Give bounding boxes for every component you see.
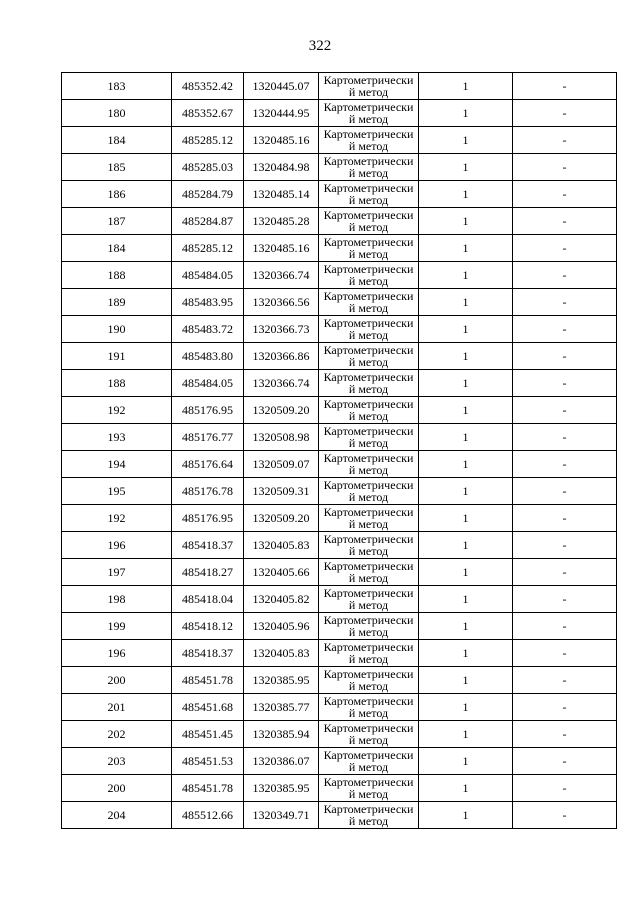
count-cell: 1 (419, 451, 513, 478)
count-cell: 1 (419, 73, 513, 100)
count-cell: 1 (419, 235, 513, 262)
count-cell: 1 (419, 694, 513, 721)
method-cell: Картометрически й метод (319, 73, 419, 100)
note-cell: - (513, 586, 617, 613)
table-row (62, 73, 617, 100)
point-number-cell: 188 (62, 262, 172, 289)
point-number-cell: 199 (62, 613, 172, 640)
point-number-cell: 189 (62, 289, 172, 316)
count-cell: 1 (419, 370, 513, 397)
point-number-cell: 198 (62, 586, 172, 613)
x-coordinate-cell: 485176.64 (172, 451, 244, 478)
method-cell: Картометрически й метод (319, 370, 419, 397)
table-row (62, 208, 617, 235)
x-coordinate-cell: 485483.95 (172, 289, 244, 316)
note-cell: - (513, 721, 617, 748)
table-row (62, 640, 617, 667)
point-number-cell: 197 (62, 559, 172, 586)
count-cell: 1 (419, 559, 513, 586)
table-row (62, 613, 617, 640)
coordinates-table (61, 72, 617, 829)
method-cell: Картометрически й метод (319, 613, 419, 640)
table-row (62, 127, 617, 154)
point-number-cell: 187 (62, 208, 172, 235)
note-cell: - (513, 694, 617, 721)
note-cell: - (513, 208, 617, 235)
point-number-cell: 204 (62, 802, 172, 829)
note-cell: - (513, 154, 617, 181)
point-number-cell: 196 (62, 640, 172, 667)
note-cell: - (513, 613, 617, 640)
count-cell: 1 (419, 424, 513, 451)
point-number-cell: 196 (62, 532, 172, 559)
method-cell: Картометрически й метод (319, 478, 419, 505)
note-cell: - (513, 370, 617, 397)
table-row (62, 694, 617, 721)
point-number-cell: 184 (62, 127, 172, 154)
table-row (62, 289, 617, 316)
note-cell: - (513, 73, 617, 100)
y-coordinate-cell: 1320484.98 (244, 154, 319, 181)
page-number: 322 (308, 38, 332, 54)
table-row (62, 397, 617, 424)
y-coordinate-cell: 1320485.16 (244, 127, 319, 154)
y-coordinate-cell: 1320509.20 (244, 397, 319, 424)
x-coordinate-cell: 485512.66 (172, 802, 244, 829)
table-row (62, 586, 617, 613)
x-coordinate-cell: 485176.95 (172, 397, 244, 424)
table-row (62, 181, 617, 208)
count-cell: 1 (419, 748, 513, 775)
x-coordinate-cell: 485418.37 (172, 532, 244, 559)
count-cell: 1 (419, 478, 513, 505)
point-number-cell: 188 (62, 370, 172, 397)
y-coordinate-cell: 1320509.20 (244, 505, 319, 532)
count-cell: 1 (419, 586, 513, 613)
method-cell: Картометрически й метод (319, 316, 419, 343)
point-number-cell: 192 (62, 397, 172, 424)
x-coordinate-cell: 485284.79 (172, 181, 244, 208)
point-number-cell: 190 (62, 316, 172, 343)
point-number-cell: 202 (62, 721, 172, 748)
method-cell: Картометрически й метод (319, 505, 419, 532)
table-row (62, 748, 617, 775)
count-cell: 1 (419, 289, 513, 316)
point-number-cell: 184 (62, 235, 172, 262)
x-coordinate-cell: 485418.27 (172, 559, 244, 586)
method-cell: Картометрически й метод (319, 640, 419, 667)
method-cell: Картометрически й метод (319, 181, 419, 208)
table-row (62, 451, 617, 478)
count-cell: 1 (419, 181, 513, 208)
x-coordinate-cell: 485418.04 (172, 586, 244, 613)
method-cell: Картометрически й метод (319, 451, 419, 478)
note-cell: - (513, 424, 617, 451)
count-cell: 1 (419, 154, 513, 181)
note-cell: - (513, 802, 617, 829)
table-row (62, 370, 617, 397)
y-coordinate-cell: 1320508.98 (244, 424, 319, 451)
count-cell: 1 (419, 127, 513, 154)
note-cell: - (513, 775, 617, 802)
x-coordinate-cell: 485352.67 (172, 100, 244, 127)
y-coordinate-cell: 1320485.28 (244, 208, 319, 235)
method-cell: Картометрически й метод (319, 289, 419, 316)
table-row (62, 802, 617, 829)
y-coordinate-cell: 1320366.73 (244, 316, 319, 343)
point-number-cell: 201 (62, 694, 172, 721)
note-cell: - (513, 127, 617, 154)
note-cell: - (513, 478, 617, 505)
table-row (62, 262, 617, 289)
y-coordinate-cell: 1320445.07 (244, 73, 319, 100)
count-cell: 1 (419, 100, 513, 127)
y-coordinate-cell: 1320509.31 (244, 478, 319, 505)
note-cell: - (513, 397, 617, 424)
count-cell: 1 (419, 640, 513, 667)
point-number-cell: 180 (62, 100, 172, 127)
count-cell: 1 (419, 667, 513, 694)
x-coordinate-cell: 485483.80 (172, 343, 244, 370)
y-coordinate-cell: 1320485.14 (244, 181, 319, 208)
note-cell: - (513, 640, 617, 667)
method-cell: Картометрически й метод (319, 721, 419, 748)
point-number-cell: 183 (62, 73, 172, 100)
y-coordinate-cell: 1320405.66 (244, 559, 319, 586)
x-coordinate-cell: 485451.78 (172, 667, 244, 694)
point-number-cell: 192 (62, 505, 172, 532)
table-row (62, 532, 617, 559)
count-cell: 1 (419, 775, 513, 802)
point-number-cell: 203 (62, 748, 172, 775)
x-coordinate-cell: 485284.87 (172, 208, 244, 235)
count-cell: 1 (419, 505, 513, 532)
method-cell: Картометрически й метод (319, 235, 419, 262)
note-cell: - (513, 289, 617, 316)
method-cell: Картометрически й метод (319, 397, 419, 424)
table-row (62, 505, 617, 532)
point-number-cell: 186 (62, 181, 172, 208)
method-cell: Картометрически й метод (319, 532, 419, 559)
method-cell: Картометрически й метод (319, 667, 419, 694)
y-coordinate-cell: 1320385.77 (244, 694, 319, 721)
y-coordinate-cell: 1320385.95 (244, 775, 319, 802)
x-coordinate-cell: 485451.68 (172, 694, 244, 721)
note-cell: - (513, 262, 617, 289)
method-cell: Картометрически й метод (319, 748, 419, 775)
method-cell: Картометрически й метод (319, 586, 419, 613)
y-coordinate-cell: 1320385.94 (244, 721, 319, 748)
note-cell: - (513, 532, 617, 559)
x-coordinate-cell: 485176.95 (172, 505, 244, 532)
x-coordinate-cell: 485285.12 (172, 235, 244, 262)
x-coordinate-cell: 485352.42 (172, 73, 244, 100)
method-cell: Картометрически й метод (319, 343, 419, 370)
point-number-cell: 191 (62, 343, 172, 370)
count-cell: 1 (419, 721, 513, 748)
table-row (62, 100, 617, 127)
point-number-cell: 194 (62, 451, 172, 478)
table-row (62, 775, 617, 802)
x-coordinate-cell: 485484.05 (172, 370, 244, 397)
method-cell: Картометрически й метод (319, 694, 419, 721)
table-row (62, 478, 617, 505)
y-coordinate-cell: 1320366.74 (244, 370, 319, 397)
y-coordinate-cell: 1320405.83 (244, 640, 319, 667)
x-coordinate-cell: 485418.12 (172, 613, 244, 640)
note-cell: - (513, 748, 617, 775)
x-coordinate-cell: 485285.12 (172, 127, 244, 154)
x-coordinate-cell: 485451.53 (172, 748, 244, 775)
y-coordinate-cell: 1320405.82 (244, 586, 319, 613)
count-cell: 1 (419, 532, 513, 559)
x-coordinate-cell: 485285.03 (172, 154, 244, 181)
count-cell: 1 (419, 613, 513, 640)
count-cell: 1 (419, 397, 513, 424)
y-coordinate-cell: 1320444.95 (244, 100, 319, 127)
y-coordinate-cell: 1320405.96 (244, 613, 319, 640)
note-cell: - (513, 343, 617, 370)
count-cell: 1 (419, 262, 513, 289)
y-coordinate-cell: 1320366.74 (244, 262, 319, 289)
coordinates-table-body (62, 73, 617, 829)
table-row (62, 424, 617, 451)
x-coordinate-cell: 485176.77 (172, 424, 244, 451)
x-coordinate-cell: 485451.78 (172, 775, 244, 802)
method-cell: Картометрически й метод (319, 154, 419, 181)
note-cell: - (513, 316, 617, 343)
note-cell: - (513, 100, 617, 127)
method-cell: Картометрически й метод (319, 100, 419, 127)
x-coordinate-cell: 485483.72 (172, 316, 244, 343)
method-cell: Картометрически й метод (319, 424, 419, 451)
method-cell: Картометрически й метод (319, 775, 419, 802)
y-coordinate-cell: 1320485.16 (244, 235, 319, 262)
note-cell: - (513, 181, 617, 208)
note-cell: - (513, 451, 617, 478)
count-cell: 1 (419, 343, 513, 370)
method-cell: Картометрически й метод (319, 127, 419, 154)
x-coordinate-cell: 485484.05 (172, 262, 244, 289)
note-cell: - (513, 235, 617, 262)
point-number-cell: 195 (62, 478, 172, 505)
method-cell: Картометрически й метод (319, 559, 419, 586)
count-cell: 1 (419, 802, 513, 829)
point-number-cell: 200 (62, 775, 172, 802)
note-cell: - (513, 559, 617, 586)
method-cell: Картометрически й метод (319, 262, 419, 289)
table-row (62, 316, 617, 343)
count-cell: 1 (419, 208, 513, 235)
table-row (62, 559, 617, 586)
y-coordinate-cell: 1320405.83 (244, 532, 319, 559)
table-row (62, 154, 617, 181)
x-coordinate-cell: 485418.37 (172, 640, 244, 667)
y-coordinate-cell: 1320349.71 (244, 802, 319, 829)
table-row (62, 667, 617, 694)
note-cell: - (513, 667, 617, 694)
note-cell: - (513, 505, 617, 532)
x-coordinate-cell: 485176.78 (172, 478, 244, 505)
point-number-cell: 200 (62, 667, 172, 694)
table-row (62, 235, 617, 262)
x-coordinate-cell: 485451.45 (172, 721, 244, 748)
method-cell: Картометрически й метод (319, 208, 419, 235)
count-cell: 1 (419, 316, 513, 343)
y-coordinate-cell: 1320385.95 (244, 667, 319, 694)
y-coordinate-cell: 1320386.07 (244, 748, 319, 775)
y-coordinate-cell: 1320366.86 (244, 343, 319, 370)
table-row (62, 343, 617, 370)
method-cell: Картометрически й метод (319, 802, 419, 829)
y-coordinate-cell: 1320366.56 (244, 289, 319, 316)
table-row (62, 721, 617, 748)
y-coordinate-cell: 1320509.07 (244, 451, 319, 478)
point-number-cell: 193 (62, 424, 172, 451)
point-number-cell: 185 (62, 154, 172, 181)
